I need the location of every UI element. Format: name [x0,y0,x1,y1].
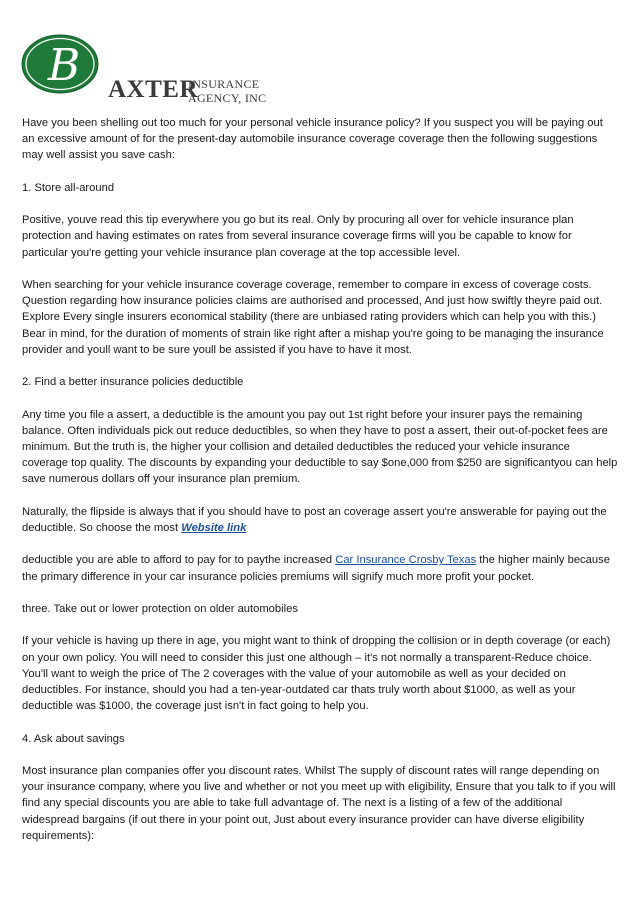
company-logo [20,32,280,105]
website-link[interactable]: Website link [181,521,247,534]
paragraph-3: Any time you file a assert, a deductible is the amount you pay out 1st right before your insurer pays the remaining balance. Often individuals pick out reduce deductibles, so when they have to post a assert, their out-of-pocket fees are minimum. But the truth is, the higher your collision and detailed deductibles the reduced your vehicle insurance coverage top quality. The discounts by expanding your deductible to say $one,000 from $250 are significantyou can help save numerous dollars off your insurance plan premium. [22,408,618,486]
logo-line1: INSURANCE [188,77,260,91]
intro-paragraph: Have you been shelling out too much for your personal vehicle insurance policy? If you suspect you will be paying out an excessive amount of for the present-day automobile insurance coverage coverage then the following suggestions may well assist you save cash: [22,117,603,162]
logo-line2: AGENCY, INC [188,91,267,105]
paragraph-5 [22,552,618,584]
paragraph-4-text: Naturally, the flipside is always that if you should have to post an coverage assert you're answerable for paying out the deductible. So choose the most [22,505,607,534]
paragraph-5-text-start: deductible you are able to afford to pay for to paythe increased [22,554,336,567]
paragraph-1: Positive, youve read this tip everywhere you go but its real. Only by procuring all over for vehicle insurance plan protection and having estimates on rates from several insurance coverage firms will you be capable to know for particular you're getting your vehicle insurance plan coverage at the top accessible level. [22,214,574,259]
paragraph-7: Most insurance plan companies offer you discount rates. Whilst The supply of discount rates will range depending on your insurance company, where you live and whether or not you meet up with eligibility, Ensure that you talk to if you will find any special discounts you are able to take full advantage of. The next is a listing of a few of the additional widespread bargains (if out there in your point out, Just about every insurance provider can have diverse eligibility requirements): [22,764,616,842]
paragraph-6: If your vehicle is having up there in age, you might want to think of dropping the collision or in depth coverage (or each) on your own policy. You will need to consider this just one although – it's not normally a transparent-Reduce choice. You'll want to weigh the price of The 2 coverages with the value of your automobile as well as your decided on deductibles. For instance, should you had a ten-year-outdated car thats truly worth about $1000, as well as your deductible was $1000, the coverage just isn't in fact going to help you. [22,635,611,713]
section-heading-1: 1. Store all-around [22,181,115,194]
logo-letter: B [47,40,81,91]
car-insurance-link[interactable]: Car Insurance Crosby Texas [335,554,477,567]
section-heading-4: 4. Ask about savings [22,732,125,745]
logo-name: AXTER [108,76,199,103]
section-heading-3: three. Take out or lower protection on older automobiles [22,602,298,615]
logo-emblem-icon [20,32,110,96]
section-heading-2: 2. Find a better insurance policies deductible [22,376,244,389]
paragraph-5-text-end: the higher mainly because the primary difference in your car insurance policies premiums will signify much more profit your pocket. [22,554,610,583]
article-body [22,115,618,860]
paragraph-4 [22,504,618,536]
paragraph-2: When searching for your vehicle insurance coverage coverage, remember to compare in excess of coverage costs. Question regarding how insurance policies claims are authorised and processed, And just how swiftly theyre paid out. Explore Every single insurers economical stability (there are unbiased rating providers which can help you with this.) Bear in mind, for the duration of moments of strain like right after a mishap you're going to be managing the insurance provider and youll want to be sure youll be assisted if you have to have it most. [22,278,604,356]
